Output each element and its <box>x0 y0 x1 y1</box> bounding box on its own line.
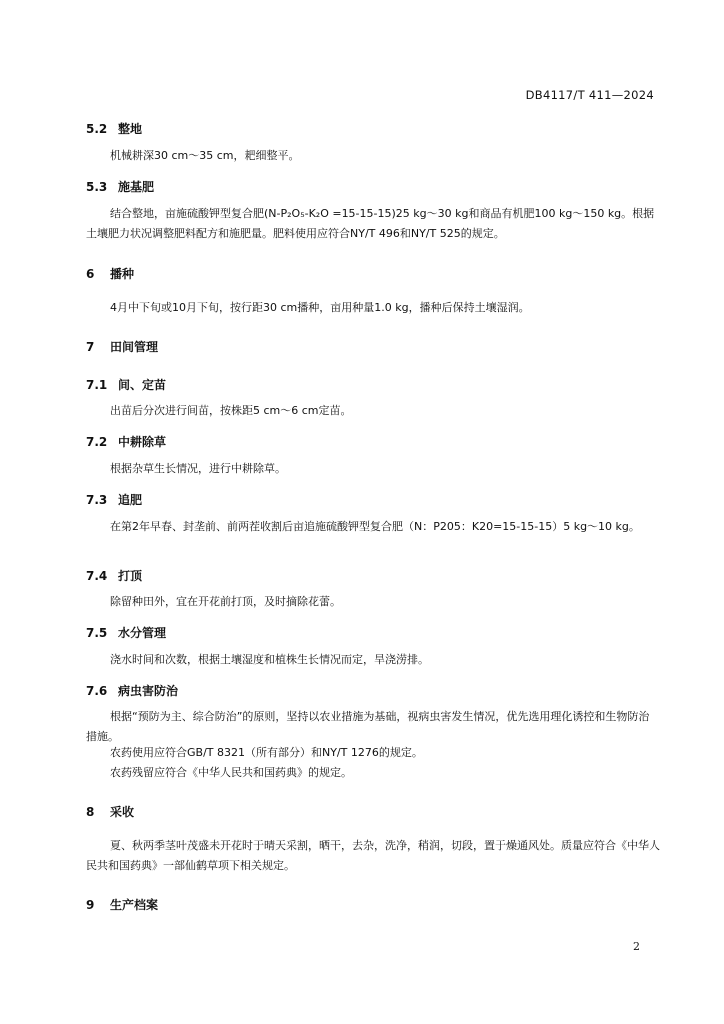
section-title: 采收 <box>110 805 135 819</box>
heading-9 <box>86 896 158 913</box>
paragraph: 根据杂草生长情况，进行中耕除草。 <box>110 462 286 475</box>
section-title: 播种 <box>110 267 135 281</box>
standard-code: DB4117/T 411—2024 <box>525 88 654 102</box>
section-number: 5.2 <box>86 122 108 136</box>
paragraph: 根据“预防为主、综合防治”的原则，坚持以农业措施为基础，视病虫害发生情况，优先选用理化诱控和生物防治措施。 <box>86 710 650 743</box>
section-title: 间、定苗 <box>118 378 167 392</box>
paragraph: 4月中下旬或10月下旬，按行距30 cm播种，亩用种量1.0 kg，播种后保持土壤湿润。 <box>110 301 530 314</box>
heading-5-3 <box>86 178 154 195</box>
heading-8 <box>86 803 134 820</box>
heading-7-6 <box>86 682 178 699</box>
paragraph: 在第2年早春、封垄前、前两茬收割后亩追施硫酸钾型复合肥（N：P205：K20=15-15-15）5 kg～10 kg。 <box>110 520 640 533</box>
section-number: 8 <box>86 805 95 819</box>
section-title: 生产档案 <box>110 898 159 912</box>
heading-7-4 <box>86 567 142 584</box>
paragraph: 夏、秋两季茎叶茂盛未开花时于晴天采割，晒干，去杂，洗净，稍润，切段，置于燥通风处。质量应符合《中华人民共和国药典》一部仙鹤草项下相关规定。 <box>86 839 660 872</box>
section-title: 水分管理 <box>118 626 167 640</box>
section-number: 6 <box>86 267 95 281</box>
section-number: 7.1 <box>86 378 108 392</box>
section-number: 7.3 <box>86 493 108 507</box>
paragraph: 除留种田外，宜在开花前打顶，及时摘除花蕾。 <box>110 595 341 608</box>
heading-5-2 <box>86 120 142 137</box>
paragraph: 农药使用应符合GB/T 8321（所有部分）和NY/T 1276的规定。 <box>110 746 423 759</box>
paragraph: 农药残留应符合《中华人民共和国药典》的规定。 <box>110 766 352 779</box>
section-number: 7 <box>86 340 95 354</box>
section-title: 打顶 <box>118 569 143 583</box>
section-number: 7.4 <box>86 569 108 583</box>
section-number: 5.3 <box>86 180 108 194</box>
heading-7 <box>86 338 158 355</box>
heading-7-5 <box>86 624 166 641</box>
heading-7-2 <box>86 433 166 450</box>
section-title: 病虫害防治 <box>118 684 179 698</box>
section-number: 9 <box>86 898 95 912</box>
paragraph: 结合整地，亩施硫酸钾型复合肥(N-P₂O₅-K₂O =15-15-15)25 kg～30 kg和商品有机肥100 kg～150 kg。根据土壤肥力状况调整肥料配方和施肥量。肥料使用应符合NY/T 496和NY/T 525的规定。 <box>86 207 655 240</box>
section-title: 整地 <box>118 122 143 136</box>
section-title: 施基肥 <box>118 180 155 194</box>
section-number: 7.6 <box>86 684 108 698</box>
section-number: 7.2 <box>86 435 108 449</box>
heading-7-3 <box>86 491 142 508</box>
paragraph: 机械耕深30 cm～35 cm，耙细整平。 <box>110 149 300 162</box>
heading-6 <box>86 265 134 282</box>
paragraph: 浇水时间和次数，根据土壤湿度和植株生长情况而定，旱浇涝排。 <box>110 653 429 666</box>
section-number: 7.5 <box>86 626 108 640</box>
heading-7-1 <box>86 376 166 393</box>
section-title: 追肥 <box>118 493 143 507</box>
paragraph: 出苗后分次进行间苗，按株距5 cm～6 cm定苗。 <box>110 404 352 417</box>
section-title: 中耕除草 <box>118 435 167 449</box>
section-title: 田间管理 <box>110 340 159 354</box>
page-number: 2 <box>633 940 640 953</box>
